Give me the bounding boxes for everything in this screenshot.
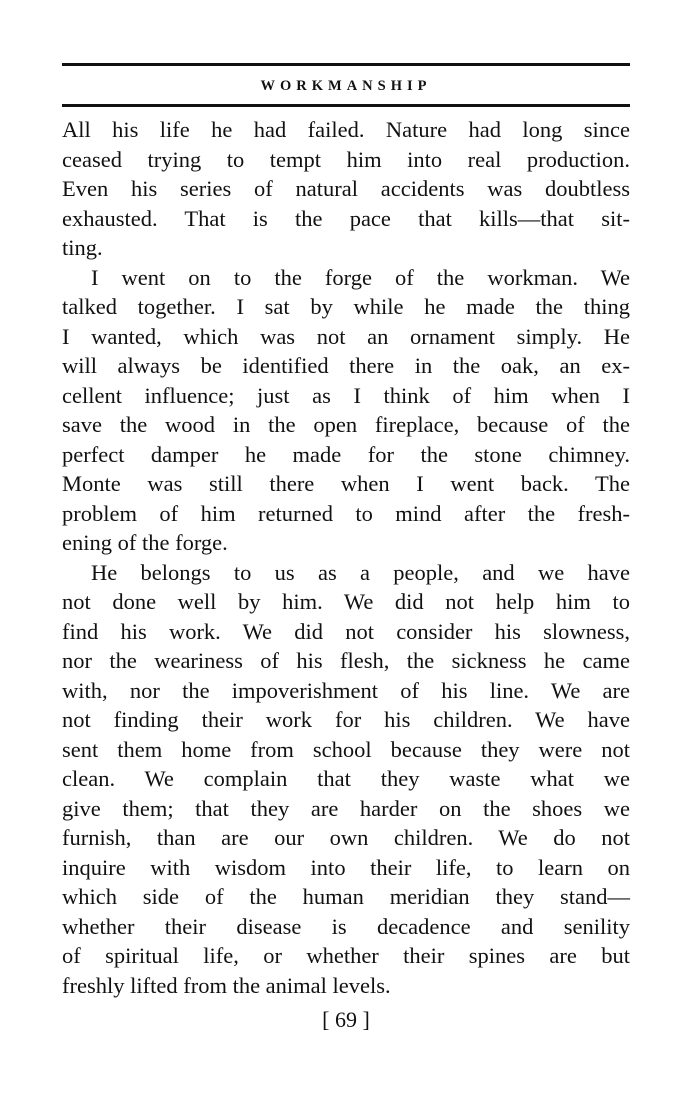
text-line: will always be identified there in the oak, an ex- [62, 353, 630, 378]
text-line: inquire with wisdom into their life, to learn on [62, 854, 630, 880]
text-line: save the wood in the open fireplace, because of the [62, 412, 630, 437]
text-line: which side of the human meridian they stand— [62, 884, 630, 909]
text-line: Monte was still there when I went back. The [62, 471, 630, 496]
text-line: Even his series of natural accidents was doubtless [62, 176, 630, 201]
text-line: whether their disease is decadence and senility [62, 913, 630, 939]
text-line: clean. We complain that they waste what we [62, 766, 630, 791]
header-rule-top [62, 63, 630, 66]
text-line: exhausted. That is the pace that kills—that sit- [62, 205, 630, 231]
text-line: ceased trying to tempt him into real production. [62, 146, 630, 172]
text-line: with, nor the impoverishment of his line. We are [62, 677, 630, 703]
text-line: ening of the forge. [62, 530, 228, 555]
text-line: not done well by him. We did not help him to [62, 589, 630, 614]
text-line: talked together. I sat by while he made the thing [62, 294, 630, 319]
text-line: freshly lifted from the animal levels. [62, 972, 391, 998]
page-number: [ 69 ] [322, 1007, 370, 1032]
running-head: WORKMANSHIP [260, 78, 432, 94]
text-line: perfect damper he made for the stone chimney. [62, 441, 630, 467]
text-line: give them; that they are harder on the shoes we [62, 795, 630, 821]
text-line: cellent influence; just as I think of him when I [62, 382, 630, 408]
text-line: He belongs to us as a people, and we have [91, 559, 630, 585]
body-text [62, 115, 630, 1000]
header-rule-bottom [62, 104, 630, 107]
text-line: find his work. We did not consider his slowness, [62, 618, 630, 644]
text-line: sent them home from school because they were not [62, 736, 630, 762]
text-line: nor the weariness of his flesh, the sickness he came [62, 648, 630, 673]
text-line: furnish, than are our own children. We do not [62, 825, 630, 850]
text-line: ting. [62, 235, 103, 260]
text-line: not finding their work for his children. We have [62, 707, 630, 732]
text-line: of spiritual life, or whether their spines are but [62, 943, 630, 968]
text-line: I wanted, which was not an ornament simply. He [62, 323, 630, 349]
text-line: I went on to the forge of the workman. We [91, 264, 630, 290]
text-line: All his life he had failed. Nature had long since [62, 117, 630, 142]
text-line: problem of him returned to mind after the fresh- [62, 500, 630, 526]
